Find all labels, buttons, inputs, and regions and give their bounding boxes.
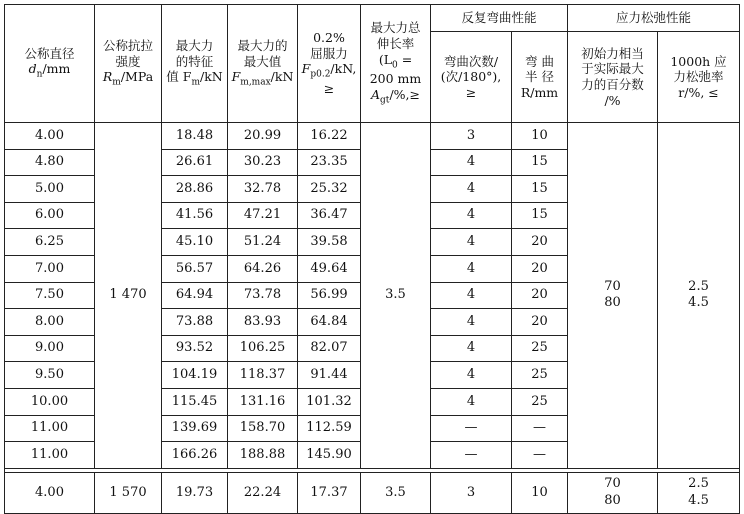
cell-diameter: 6.25 xyxy=(5,229,95,256)
cell-bend-count: — xyxy=(431,442,512,469)
cell-max-force: 115.45 xyxy=(162,388,228,415)
cell-bend-count: 4 xyxy=(431,202,512,229)
cell-yield-force: 17.37 xyxy=(298,472,361,513)
cell-diameter: 7.00 xyxy=(5,255,95,282)
cell-diameter: 6.00 xyxy=(5,202,95,229)
cell-yield-force: 64.84 xyxy=(298,309,361,336)
cell-diameter: 4.80 xyxy=(5,149,95,176)
cell-bend-count: 4 xyxy=(431,282,512,309)
cell-max-force-max: 83.93 xyxy=(228,309,298,336)
table-row xyxy=(5,472,740,513)
cell-yield-force: 39.58 xyxy=(298,229,361,256)
cell-max-force-max: 106.25 xyxy=(228,335,298,362)
cell-relax-rate: 2.5 4.5 xyxy=(658,472,740,513)
cell-bend-count: 3 xyxy=(431,472,512,513)
cell-bend-radius: 25 xyxy=(512,335,568,362)
cell-max-force: 19.73 xyxy=(162,472,228,513)
spec-table xyxy=(4,4,740,514)
cell-max-force-max: 158.70 xyxy=(228,415,298,442)
cell-max-force: 73.88 xyxy=(162,309,228,336)
cell-max-force-max: 30.23 xyxy=(228,149,298,176)
cell-bend-radius: 20 xyxy=(512,229,568,256)
cell-max-force: 41.56 xyxy=(162,202,228,229)
cell-bend-count: 4 xyxy=(431,335,512,362)
cell-max-force-max: 118.37 xyxy=(228,362,298,389)
header-bend-group: 反复弯曲性能 xyxy=(431,5,568,32)
header-diameter: 公称直径 $d_n/mm$ xyxy=(5,5,95,123)
header-elongation: 最大力总 伸长率 ($L_0$ = 200 mm $A_{gt}/\%,\ge$ xyxy=(361,5,431,123)
cell-yield-force: 16.22 xyxy=(298,123,361,150)
cell-max-force: 28.86 xyxy=(162,176,228,203)
cell-max-force: 93.52 xyxy=(162,335,228,362)
header-bend-radius: 弯 曲 半 径 R/mm xyxy=(512,32,568,123)
cell-bend-radius: 25 xyxy=(512,388,568,415)
cell-yield-force: 101.32 xyxy=(298,388,361,415)
cell-bend-count: 4 xyxy=(431,149,512,176)
cell-diameter: 5.00 xyxy=(5,176,95,203)
cell-max-force-max: 188.88 xyxy=(228,442,298,469)
header-bend-count: 弯曲次数/ (次/180°), ≥ xyxy=(431,32,512,123)
cell-max-force-max: 73.78 xyxy=(228,282,298,309)
cell-bend-count: 4 xyxy=(431,229,512,256)
cell-max-force: 166.26 xyxy=(162,442,228,469)
cell-bend-count: — xyxy=(431,415,512,442)
cell-yield-force: 56.99 xyxy=(298,282,361,309)
cell-strength: 1 570 xyxy=(95,472,162,513)
cell-diameter: 10.00 xyxy=(5,388,95,415)
header-yield-force: 0.2% 屈服力 $F_{p0.2}/kN$, ≥ xyxy=(298,5,361,123)
cell-bend-radius: 25 xyxy=(512,362,568,389)
cell-yield-force: 91.44 xyxy=(298,362,361,389)
cell-diameter: 4.00 xyxy=(5,472,95,513)
cell-bend-radius: 20 xyxy=(512,282,568,309)
cell-relax-initial-group1: 70 80 xyxy=(568,123,658,469)
cell-max-force-max: 64.26 xyxy=(228,255,298,282)
cell-yield-force: 23.35 xyxy=(298,149,361,176)
cell-bend-radius: — xyxy=(512,442,568,469)
cell-max-force: 139.69 xyxy=(162,415,228,442)
cell-bend-count: 4 xyxy=(431,255,512,282)
header-relax-group: 应力松弛性能 xyxy=(568,5,740,32)
cell-bend-count: 4 xyxy=(431,362,512,389)
cell-bend-radius: 20 xyxy=(512,255,568,282)
header-relax-initial: 初始力相当 于实际最大 力的百分数 /% xyxy=(568,32,658,123)
cell-relax-rate-group1: 2.5 4.5 xyxy=(658,123,740,469)
cell-yield-force: 25.32 xyxy=(298,176,361,203)
cell-diameter: 7.50 xyxy=(5,282,95,309)
cell-relax-initial: 70 80 xyxy=(568,472,658,513)
cell-diameter: 11.00 xyxy=(5,415,95,442)
cell-bend-radius: 15 xyxy=(512,149,568,176)
cell-max-force-max: 131.16 xyxy=(228,388,298,415)
cell-diameter: 4.00 xyxy=(5,123,95,150)
cell-diameter: 11.00 xyxy=(5,442,95,469)
cell-yield-force: 145.90 xyxy=(298,442,361,469)
cell-elongation: 3.5 xyxy=(361,472,431,513)
header-relax-rate: 1000h 应 力松弛率 r/%, ≤ xyxy=(658,32,740,123)
cell-max-force-max: 20.99 xyxy=(228,123,298,150)
cell-bend-count: 3 xyxy=(431,123,512,150)
cell-bend-radius: 15 xyxy=(512,176,568,203)
cell-bend-radius: 15 xyxy=(512,202,568,229)
header-max-force-max: 最大力的 最大值 $F_{m,max}/kN$ xyxy=(228,5,298,123)
cell-max-force-max: 22.24 xyxy=(228,472,298,513)
cell-max-force-max: 47.21 xyxy=(228,202,298,229)
cell-diameter: 9.00 xyxy=(5,335,95,362)
header-strength: 公称抗拉 强度 $R_m$/MPa xyxy=(95,5,162,123)
cell-bend-radius: — xyxy=(512,415,568,442)
cell-max-force: 56.57 xyxy=(162,255,228,282)
table-row xyxy=(5,123,740,150)
cell-strength-group1: 1 470 xyxy=(95,123,162,469)
cell-max-force: 18.48 xyxy=(162,123,228,150)
cell-bend-count: 4 xyxy=(431,309,512,336)
cell-diameter: 8.00 xyxy=(5,309,95,336)
cell-bend-count: 4 xyxy=(431,176,512,203)
cell-yield-force: 49.64 xyxy=(298,255,361,282)
cell-bend-radius: 10 xyxy=(512,123,568,150)
cell-max-force-max: 32.78 xyxy=(228,176,298,203)
cell-elongation-group1: 3.5 xyxy=(361,123,431,469)
cell-max-force: 104.19 xyxy=(162,362,228,389)
cell-yield-force: 112.59 xyxy=(298,415,361,442)
cell-max-force: 45.10 xyxy=(162,229,228,256)
cell-diameter: 9.50 xyxy=(5,362,95,389)
cell-max-force: 64.94 xyxy=(162,282,228,309)
cell-yield-force: 82.07 xyxy=(298,335,361,362)
cell-max-force: 26.61 xyxy=(162,149,228,176)
cell-bend-count: 4 xyxy=(431,388,512,415)
cell-bend-radius: 10 xyxy=(512,472,568,513)
cell-bend-radius: 20 xyxy=(512,309,568,336)
cell-yield-force: 36.47 xyxy=(298,202,361,229)
cell-max-force-max: 51.24 xyxy=(228,229,298,256)
header-max-force: 最大力 的特征 值 $F_m/kN$ xyxy=(162,5,228,123)
